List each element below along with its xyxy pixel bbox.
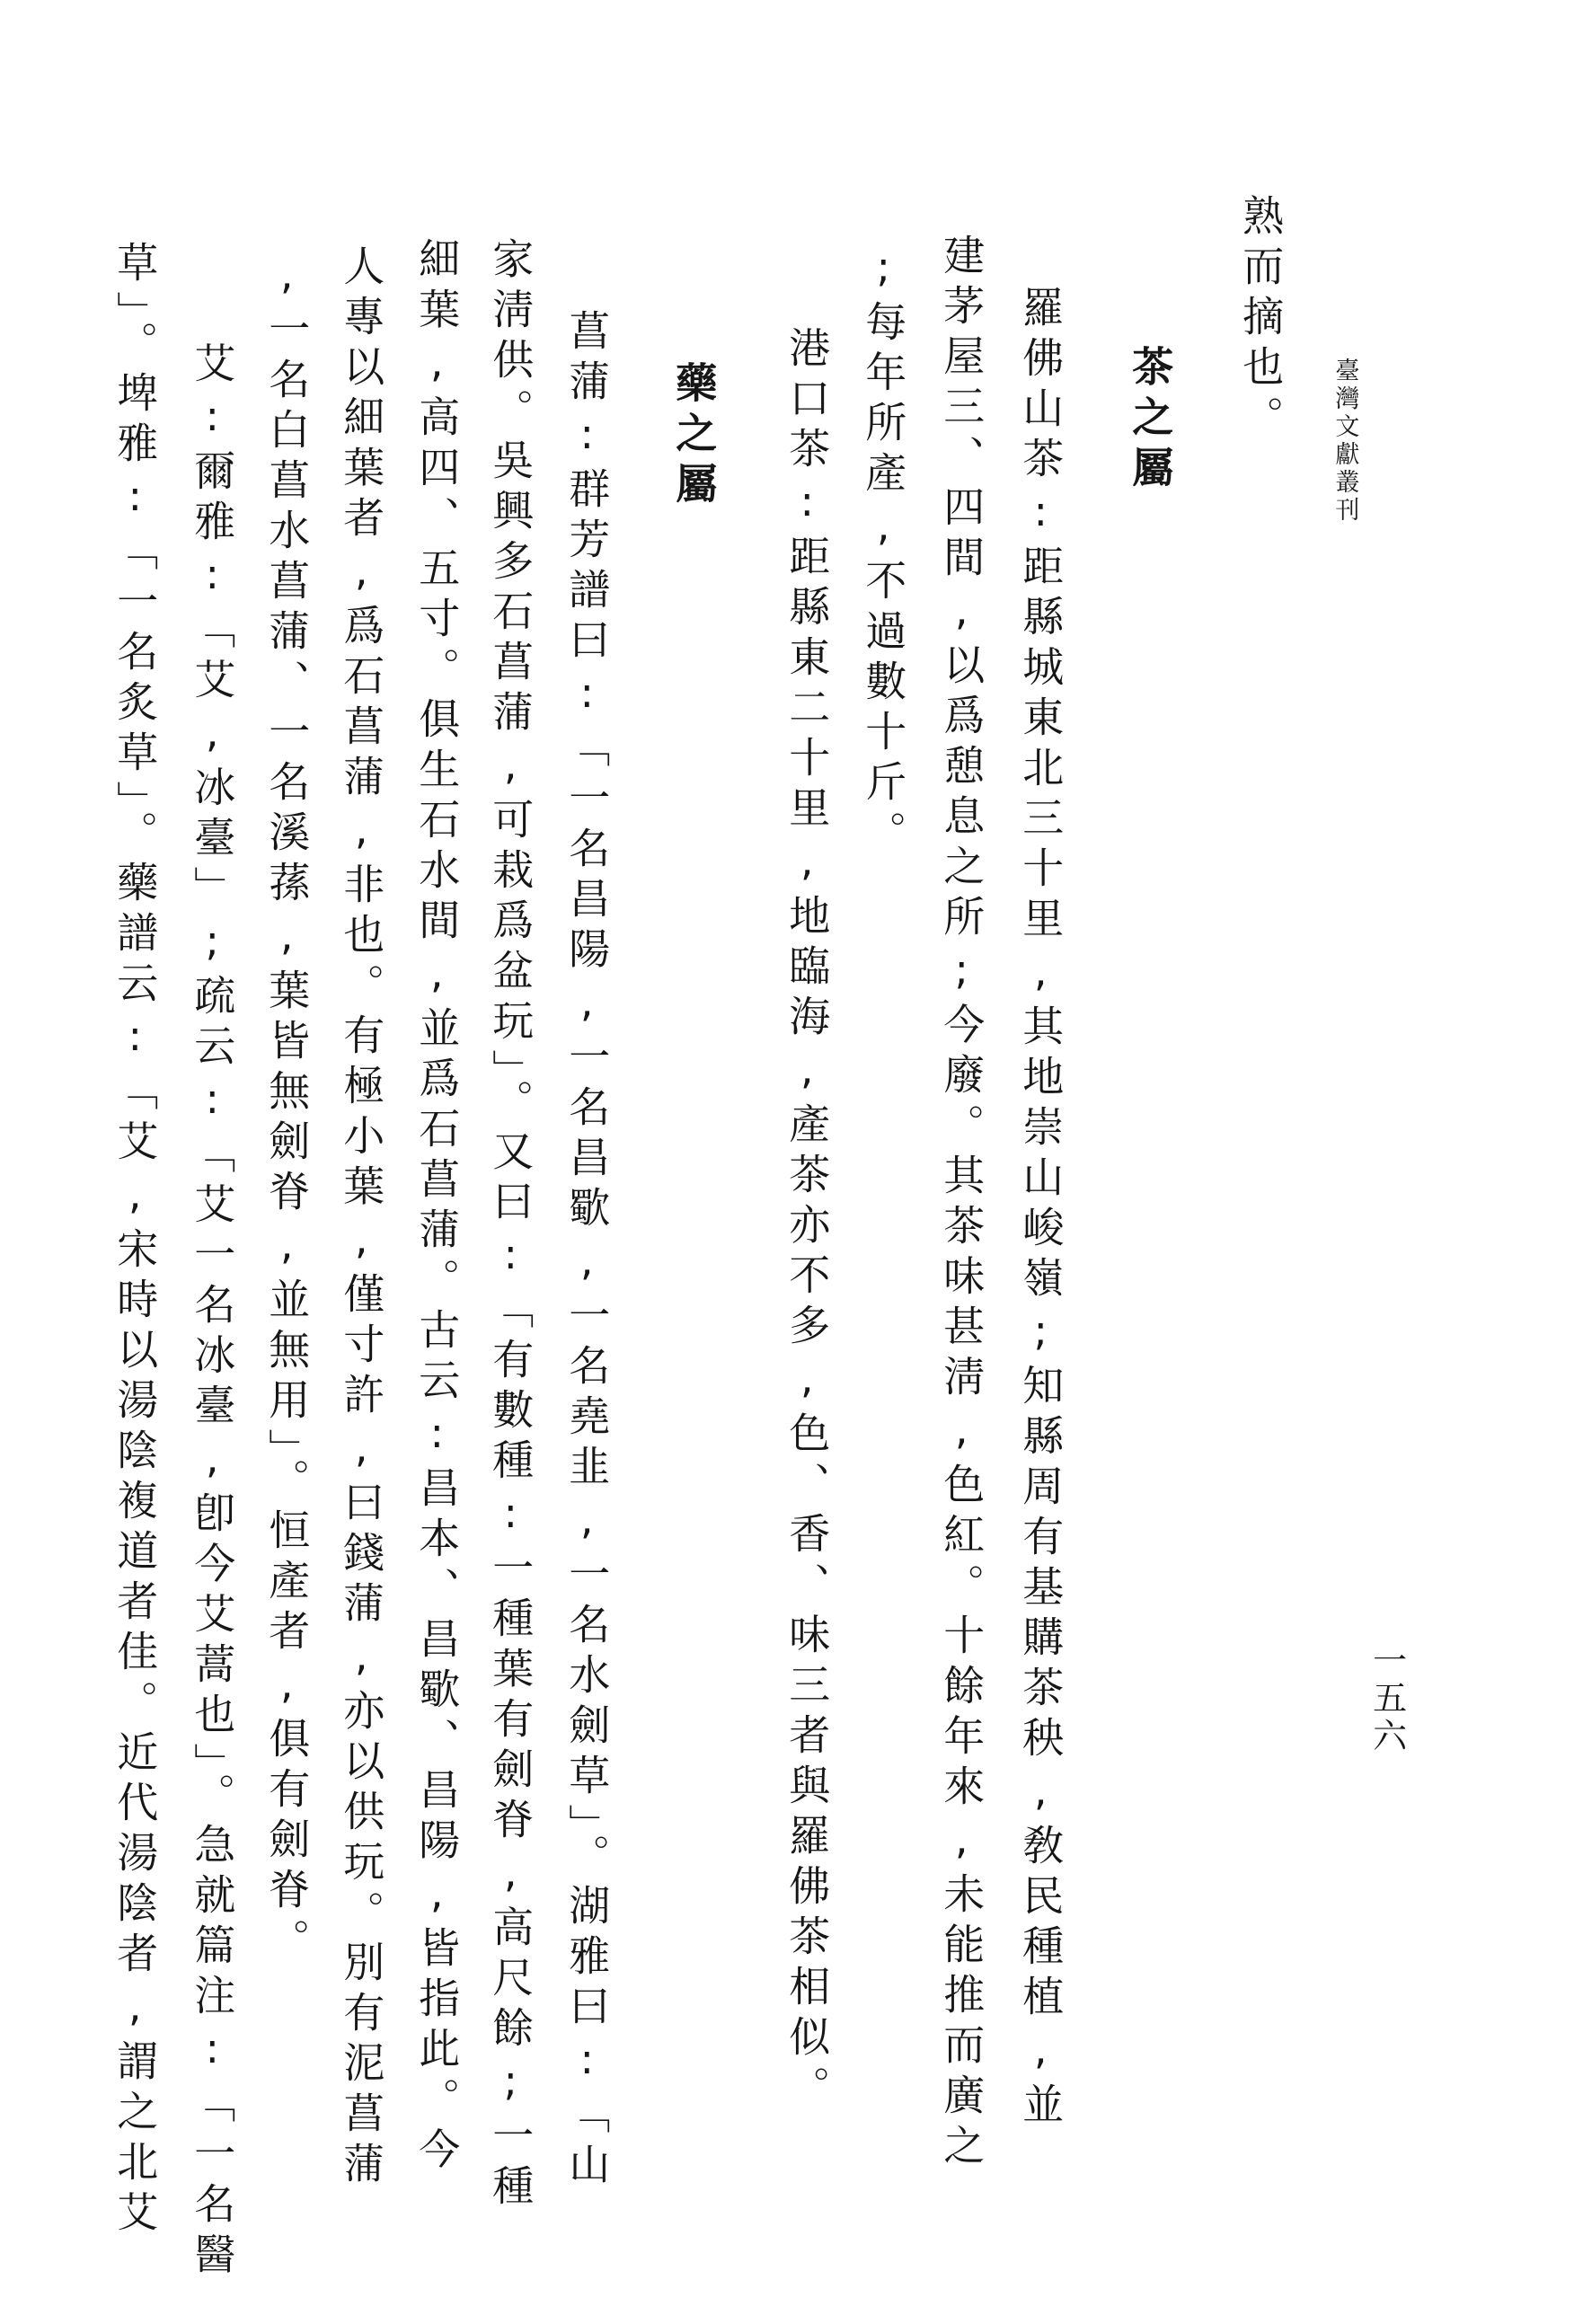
- medicine-section-header: 藥之屬: [669, 361, 719, 512]
- medicine-entry-column-7: 草」。埤雅:「一名炙草」。藥譜云:「艾,宋時以湯陰複道者佳。近代湯陰者,謂之北艾: [111, 241, 160, 2240]
- medicine-entry-column-2: 家淸供。吳興多石菖蒲,可栽爲盆玩」。又曰:「有數種:一種葉有劍脊,高尺餘;一種: [486, 237, 535, 2214]
- medicine-entry-column-3: 細葉,高四、五寸。俱生石水間,並爲石菖蒲。古云:昌本、昌歜、昌陽,皆指此。今: [412, 237, 462, 2178]
- tea-entry-column-2: 建茅屋三、四間,以爲憩息之所;今廢。其茶味甚淸,色紅。十餘年來,未能推而廣之: [937, 234, 986, 2174]
- series-title: 臺灣文獻叢刊: [1331, 358, 1359, 525]
- page-number: 一五六: [1366, 1642, 1407, 1755]
- tea-entry-column-4: 港口茶:距縣東二十里,地臨海,產茶亦不多,色、香、味三者與羅佛茶相似。: [783, 326, 832, 2116]
- leading-fragment-column: 熟而摘也。: [1236, 194, 1286, 446]
- medicine-entry-column-4: 人專以細葉者,爲石菖蒲,非也。有極小葉,僅寸許,曰錢蒲,亦以供玩。別有泥菖蒲: [337, 244, 386, 2192]
- medicine-entry-column-6: 艾:爾雅:「艾,冰臺」;疏云:「艾一名冰臺,卽今艾蒿也」。急就篇注:「一名醫: [188, 341, 237, 2283]
- tea-entry-column-1: 羅佛山茶:距縣城東北三十里,其地崇山峻嶺;知縣周有基購茶秧,敎民種植,並: [1016, 286, 1066, 2133]
- medicine-entry-column-1: 菖蒲:群芳譜曰:「一名昌陽,一名昌歜,一名堯韭,一名水劍草」。湖雅曰:「山: [562, 309, 612, 2193]
- tea-entry-column-3: ;每年所產,不過數十斤。: [859, 243, 908, 861]
- tea-section-header: 茶之屬: [1126, 345, 1175, 496]
- medicine-entry-column-5: ,一名白菖水菖蒲、一名溪蓀,葉皆無劍脊,並無用」。恒產者,俱有劍脊。: [262, 250, 312, 1968]
